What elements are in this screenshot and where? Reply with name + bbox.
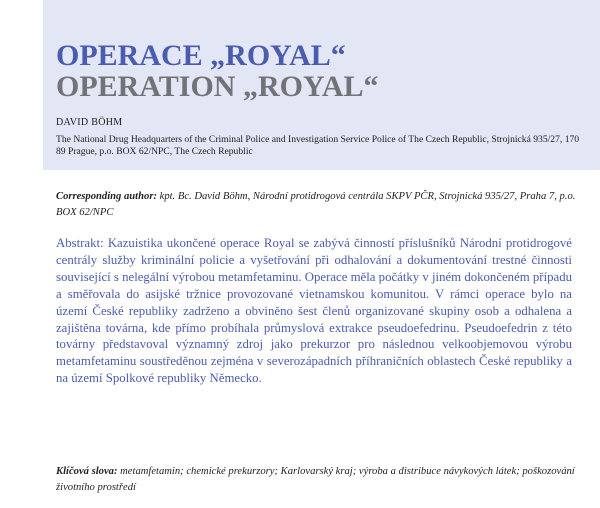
corresponding-author-text: kpt. Bc. David Böhm, Národní protidrogová centrála SKPV PČR, Strojnická 935/27, Praha 7, p.o. BOX 62/NPC bbox=[56, 191, 576, 218]
keywords-text: metamfetamin; chemické prekurzory; Karlovarský kraj; výroba a distribuce návykových látek; poškozování životního prostředí bbox=[56, 466, 575, 493]
abstract-text: Abstrakt: Kazuistika ukončené operace Royal se zabývá činností příslušníků Národní protidrogové centrály služby kriminální policie a vyšetřování při odhalování a dokumentování trestné činnosti související s nelegální výrobou metamfetaminu. Operace měla počátky v jiném dokončeném případu a směřovala do asijské tržnice provozované vietnamskou komunitou. V rámci operace bylo na území České republiky zadrženo a obviněno šest členů organizované skupiny osob a odhalena a zajištěna továrna, kde přímo probíhala průmyslová extrakce pseudoefedrinu. Pseudoefedrin z této továrny představoval významný zdroj jako prekurzor pro následnou velkoobjemovou výrobu metamfetaminu soustředěnou zejména v severozápadních příhraničních oblastech České republiky a na území Spolkové republiky Německo. bbox=[56, 236, 572, 386]
author-affiliation: The National Drug Headquarters of the Criminal Police and Investigation Service Police of The Czech Republic, Strojnická 935/27, 170 89 Prague, p.o. BOX 62/NPC, The Czech Republic bbox=[56, 134, 580, 157]
corresponding-author-label: Corresponding author: bbox=[56, 191, 157, 202]
keywords bbox=[56, 464, 586, 496]
author-name: DAVID BÖHM bbox=[56, 117, 123, 128]
keywords-label: Klíčová slova: bbox=[56, 466, 118, 477]
corresponding-author bbox=[56, 189, 586, 221]
title-english: OPERATION „ROYAL“ bbox=[56, 70, 379, 103]
title-czech: OPERACE „ROYAL“ bbox=[56, 39, 346, 72]
